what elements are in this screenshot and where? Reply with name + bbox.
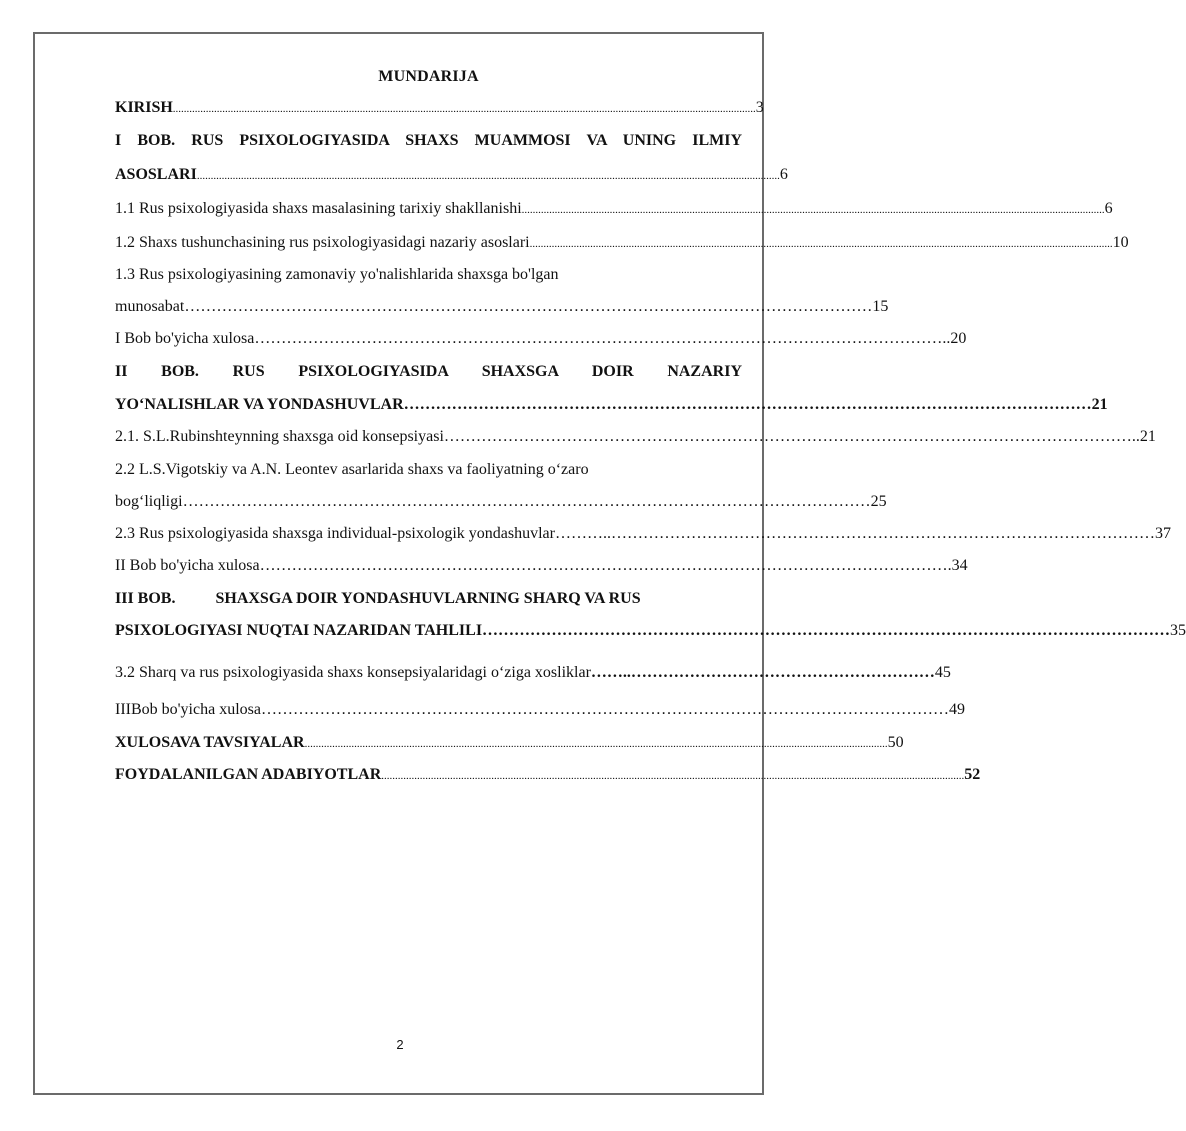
toc-entry-page: .34 xyxy=(947,557,968,574)
toc-entry-page: 50 xyxy=(887,734,904,751)
toc-entry-text: III BOB. SHAXSGA DOIR YONDASHUVLARNING SHARQ VA RUS xyxy=(115,590,641,607)
toc-entry-kirish[interactable] xyxy=(115,99,764,121)
page-number: 2 xyxy=(396,1037,404,1052)
toc-section-2-1[interactable] xyxy=(115,428,1156,450)
dot-leader: ………………………………………………………………………………………………………………… xyxy=(260,701,949,718)
toc-entry-text: IIIBob bo'yicha xulosa xyxy=(115,701,261,718)
toc-section-1-2[interactable] xyxy=(115,234,1129,256)
toc-section-1-3[interactable] xyxy=(115,266,742,288)
toc-entry-page: 37 xyxy=(1154,525,1171,542)
dot-leader: .................................................................................................................................................................................................................... xyxy=(172,103,756,115)
toc-entry-text: 1.3 Rus psixologiyasining zamonaviy yo'nalishlarida shaxsga bo'lgan xyxy=(115,266,559,283)
toc-entry-page: 15 xyxy=(872,298,889,315)
dot-leader: ………..………………………………………………………………………………………… xyxy=(554,525,1155,542)
toc-section-2-2-cont[interactable] xyxy=(115,493,887,515)
toc-entry-text: YO‘NALISHLAR VA YONDASHUVLAR xyxy=(115,396,404,413)
toc-entry-page: 52 xyxy=(964,766,981,783)
dot-leader: ……..………………………………………………… xyxy=(590,664,935,681)
toc-chapter-1-heading-cont[interactable] xyxy=(115,166,788,188)
toc-chapter-1-heading[interactable] xyxy=(115,132,742,154)
toc-chapter-2-heading[interactable] xyxy=(115,363,742,385)
toc-entry-page: 25 xyxy=(870,493,887,510)
toc-chapter-2-summary[interactable] xyxy=(115,557,968,579)
dot-leader: .................................................................................................................................................................................................................... xyxy=(381,770,965,782)
toc-section-2-3[interactable] xyxy=(115,525,1171,547)
toc-entry-text: II BOB. RUS PSIXOLOGIYASIDA SHAXSGA DOIR NAZARIY xyxy=(115,363,742,380)
toc-entry-text: FOYDALANILGAN ADABIYOTLAR xyxy=(115,766,382,783)
toc-entry-text: 3.2 Sharq va rus psixologiyasida shaxs konsepsiyalaridagi o‘ziga xosliklar xyxy=(115,664,591,681)
toc-entry-text: ASOSLARI xyxy=(115,166,197,183)
dot-leader: .................................................................................................................................................................................................................... xyxy=(304,738,888,750)
toc-entry-page: ..20 xyxy=(942,330,967,347)
toc-section-1-3-cont[interactable] xyxy=(115,298,889,320)
toc-entry-text: I BOB. RUS PSIXOLOGIYASIDA SHAXS MUAMMOSI VA UNING ILMIY xyxy=(115,132,742,149)
toc-entry-text: 1.2 Shaxs tushunchasining rus psixologiyasidagi nazariy asoslari xyxy=(115,234,530,251)
dot-leader: ………………………………………………………………………………………………………………… xyxy=(184,298,873,315)
dot-leader: ………………………………………………………………………………………………………………… xyxy=(403,396,1092,413)
dot-leader: ………………………………………………………………………………………………………………… xyxy=(443,428,1132,445)
toc-chapter-2-heading-cont[interactable] xyxy=(115,396,1108,418)
dot-leader: .................................................................................................................................................................................................................... xyxy=(529,238,1113,250)
toc-entry-text: XULOSAVA TAVSIYALAR xyxy=(115,734,305,751)
toc-section-3-2[interactable] xyxy=(115,664,951,686)
toc-chapter-3-heading-cont[interactable] xyxy=(115,622,1186,644)
toc-entry-page: 10 xyxy=(1112,234,1129,251)
toc-entry-conclusion[interactable] xyxy=(115,734,904,756)
toc-section-1-1[interactable] xyxy=(115,200,1113,222)
toc-chapter-1-summary[interactable] xyxy=(115,330,967,352)
toc-entry-text: 2.2 L.S.Vigotskiy va A.N. Leontev asarlarida shaxs va faoliyatning o‘zaro xyxy=(115,461,589,478)
toc-entry-page: 6 xyxy=(779,166,788,183)
toc-chapter-3-summary[interactable] xyxy=(115,701,965,723)
toc-entry-text: bog‘liqligi xyxy=(115,493,183,510)
dot-leader: ………………………………………………………………………………………………………………… xyxy=(182,493,871,510)
toc-entry-text: 2.1. S.L.Rubinshteynning shaxsga oid konsepsiyasi xyxy=(115,428,444,445)
toc-entry-page: ..21 xyxy=(1131,428,1156,445)
toc-entry-page: 35 xyxy=(1170,622,1186,639)
toc-chapter-3-heading[interactable] xyxy=(115,590,742,612)
toc-entry-text: PSIXOLOGIYASI NUQTAI NAZARIDAN TAHLILI xyxy=(115,622,483,639)
toc-entry-text: KIRISH xyxy=(115,99,173,116)
toc-section-2-2[interactable] xyxy=(115,461,742,483)
toc-entry-page: 21 xyxy=(1091,396,1108,413)
toc-entry-page: 45 xyxy=(934,664,951,681)
dot-leader: .................................................................................................................................................................................................................... xyxy=(196,170,780,182)
toc-entry-text: 2.3 Rus psixologiyasida shaxsga individual-psixologik yondashuvlar xyxy=(115,525,555,542)
dot-leader: ………………………………………………………………………………………………………………… xyxy=(259,557,948,574)
toc-entry-text: 1.1 Rus psixologiyasida shaxs masalasining tarixiy shakllanishi xyxy=(115,200,522,217)
toc-entry-text: munosabat xyxy=(115,298,185,315)
dot-leader: ………………………………………………………………………………………………………………… xyxy=(482,622,1171,639)
toc-entry-text: II Bob bo'yicha xulosa xyxy=(115,557,260,574)
toc-entry-references[interactable] xyxy=(115,766,981,788)
toc-entry-text: I Bob bo'yicha xulosa xyxy=(115,330,255,347)
toc-entry-page: 49 xyxy=(948,701,965,718)
toc-entry-page: 6 xyxy=(1104,200,1113,217)
toc-entry-page: 3 xyxy=(755,99,764,116)
toc-title: MUNDARIJA xyxy=(378,68,479,85)
dot-leader: .................................................................................................................................................................................................................... xyxy=(521,204,1105,216)
dot-leader: ………………………………………………………………………………………………………………… xyxy=(254,330,943,347)
